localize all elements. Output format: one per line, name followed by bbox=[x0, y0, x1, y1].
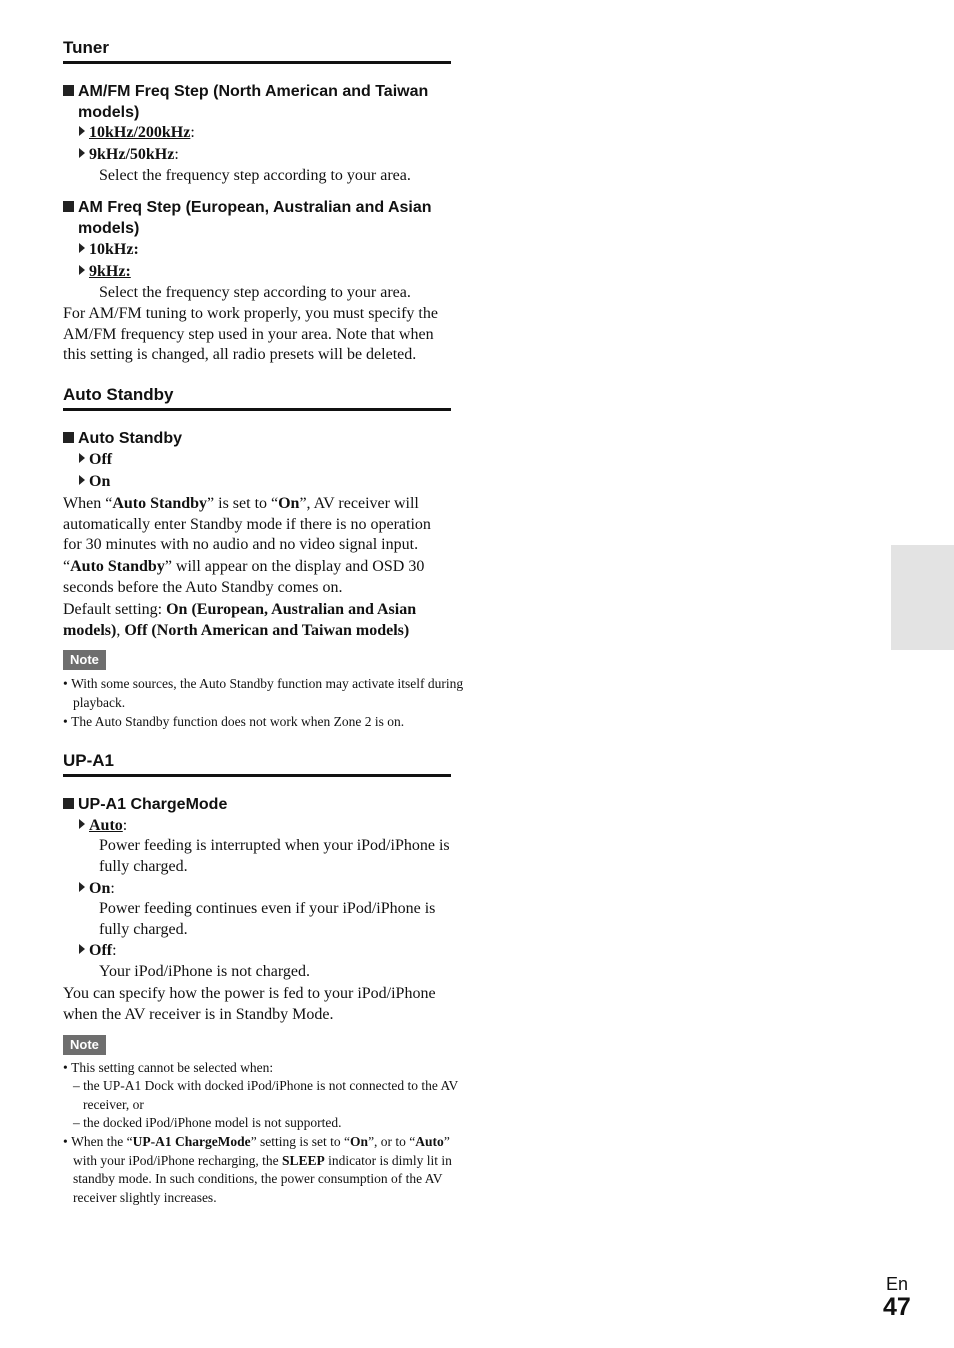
page-number: 47 bbox=[883, 1293, 911, 1321]
note-bullet: • With some sources, the Auto Standby function may activate itself during playback. bbox=[63, 676, 464, 710]
option-10khz-200khz: 10kHz/200kHz: bbox=[79, 123, 195, 143]
section-title-tuner: Tuner bbox=[63, 38, 451, 64]
setting-heading-auto-standby: Auto Standby bbox=[63, 428, 453, 449]
option-description: Power feeding is interrupted when your iPod/iPhone is fully charged. bbox=[99, 837, 450, 875]
triangle-right-icon bbox=[79, 126, 85, 136]
option-10khz: 10kHz: bbox=[79, 240, 139, 260]
option-description: Select the frequency step according to your area. bbox=[99, 167, 411, 184]
section-title-up-a1: UP-A1 bbox=[63, 751, 451, 777]
triangle-right-icon bbox=[79, 819, 85, 829]
triangle-right-icon bbox=[79, 944, 85, 954]
auto-standby-paragraph-1: When “Auto Standby” is set to “On”, AV receiver will automatically enter Standby mode if there is no operation for 30 minutes with no audio and no video signal input. bbox=[63, 495, 431, 553]
square-bullet-icon bbox=[63, 85, 74, 96]
tuner-paragraph: For AM/FM tuning to work properly, you must specify the AM/FM frequency step used in your area. Note that when this setting is changed, all radio presets will be deleted. bbox=[63, 305, 438, 363]
square-bullet-icon bbox=[63, 798, 74, 809]
option-auto: Auto: bbox=[79, 816, 127, 836]
chapter-side-tab bbox=[891, 545, 954, 650]
option-off: Off bbox=[79, 450, 112, 470]
option-on: On: bbox=[79, 879, 115, 899]
auto-standby-paragraph-2: “Auto Standby” will appear on the display and OSD 30 seconds before the Auto Standby comes on. bbox=[63, 558, 425, 596]
option-on: On bbox=[79, 472, 110, 492]
triangle-right-icon bbox=[79, 882, 85, 892]
option-description: Your iPod/iPhone is not charged. bbox=[99, 963, 310, 980]
triangle-right-icon bbox=[79, 243, 85, 253]
note-bullet: • When the “UP-A1 ChargeMode” setting is set to “On”, or to “Auto” with your iPod/iPhone recharging, the SLEEP indicator is dimly lit in standby mode. In such conditions, the power consumption of the AV receiver slightly increases. bbox=[63, 1134, 452, 1205]
option-9khz: 9kHz: bbox=[79, 262, 131, 282]
triangle-right-icon bbox=[79, 475, 85, 485]
section-title-auto-standby: Auto Standby bbox=[63, 385, 451, 411]
note-bullet: • This setting cannot be selected when: bbox=[63, 1060, 274, 1075]
setting-heading-am-freq-step: AM Freq Step (European, Australian and Asian models) bbox=[63, 197, 453, 239]
up-a1-paragraph: You can specify how the power is fed to your iPod/iPhone when the AV receiver is in Standby Mode. bbox=[63, 985, 436, 1023]
note-dash-item: – the UP-A1 Dock with docked iPod/iPhone is not connected to the AV receiver, or bbox=[73, 1078, 458, 1112]
square-bullet-icon bbox=[63, 201, 74, 212]
note-label: Note bbox=[63, 1035, 106, 1055]
triangle-right-icon bbox=[79, 148, 85, 158]
triangle-right-icon bbox=[79, 265, 85, 275]
setting-heading-up-a1-chargemode: UP-A1 ChargeMode bbox=[63, 794, 453, 815]
page-language: En bbox=[886, 1274, 909, 1294]
note-bullet: • The Auto Standby function does not work when Zone 2 is on. bbox=[63, 714, 405, 729]
note-label: Note bbox=[63, 650, 106, 670]
note-dash-item: – the docked iPod/iPhone model is not supported. bbox=[73, 1115, 342, 1130]
option-9khz-50khz: 9kHz/50kHz: bbox=[79, 145, 179, 165]
option-off: Off: bbox=[79, 941, 117, 961]
option-description: Select the frequency step according to your area. bbox=[99, 284, 411, 301]
triangle-right-icon bbox=[79, 453, 85, 463]
auto-standby-default-setting: Default setting: On (European, Australian and Asian models), Off (North American and Taiwan models) bbox=[63, 601, 417, 639]
option-description: Power feeding continues even if your iPod/iPhone is fully charged. bbox=[99, 900, 436, 938]
square-bullet-icon bbox=[63, 432, 74, 443]
setting-heading-am-fm-freq-step: AM/FM Freq Step (North American and Taiwan models) bbox=[63, 81, 453, 123]
